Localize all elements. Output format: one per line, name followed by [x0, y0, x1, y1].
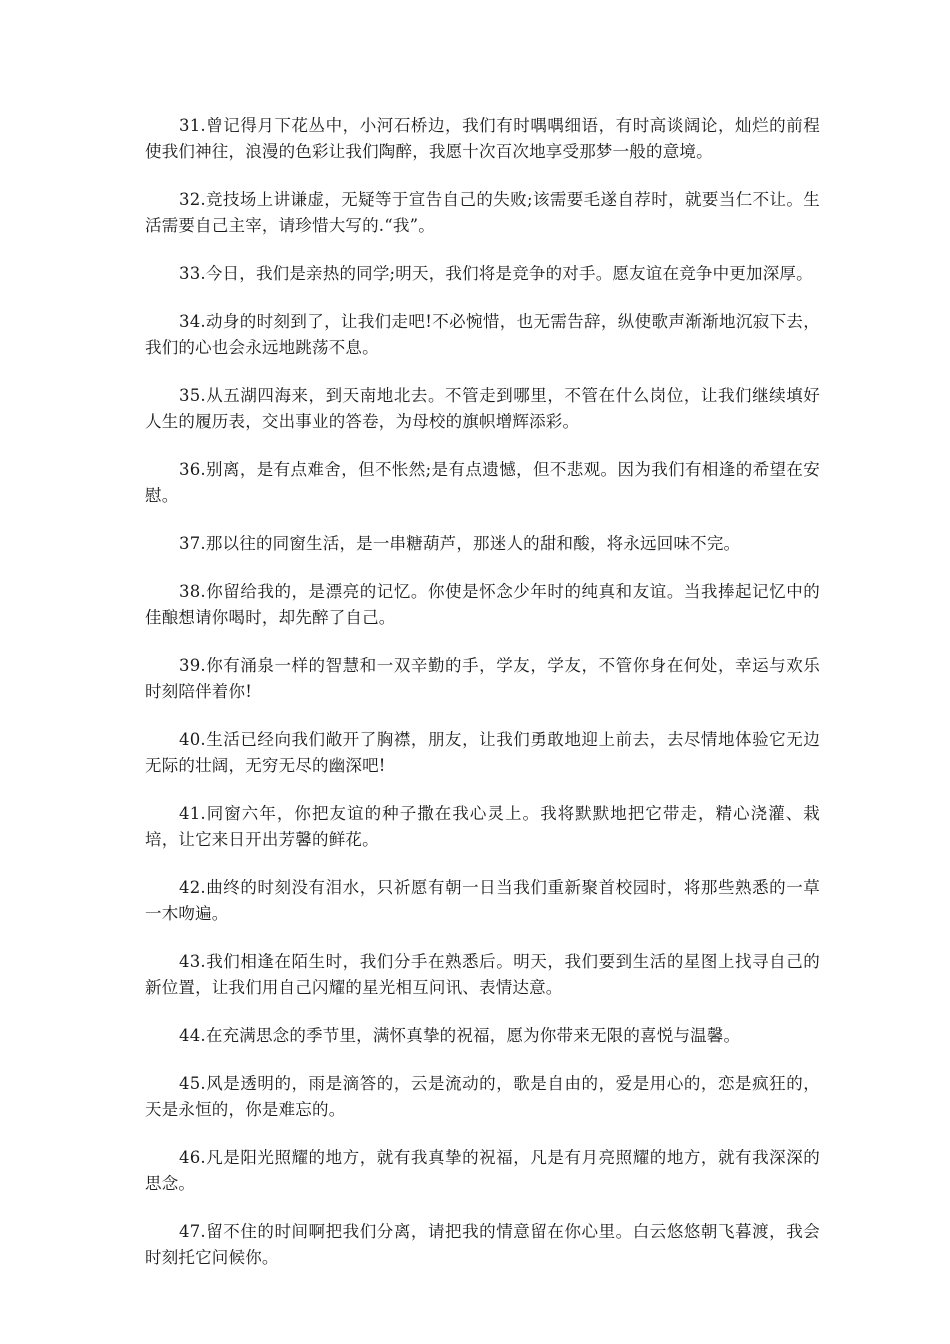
paragraph-40: 40.生活已经向我们敞开了胸襟，朋友，让我们勇敢地迎上前去，去尽情地体验它无边无际的壮阔，无穷无尽的幽深吧! [145, 730, 820, 775]
paragraph-44: 44.在充满思念的季节里，满怀真挚的祝福，愿为你带来无限的喜悦与温馨。 [179, 1026, 741, 1045]
paragraph-43: 43.我们相逢在陌生时，我们分手在熟悉后。明天，我们要到生活的星图上找寻自己的新位置，让我们用自己闪耀的星光相互问讯、表情达意。 [145, 952, 820, 997]
paragraph-34: 34.动身的时刻到了，让我们走吧!不必惋惜，也无需告辞，纵使歌声渐渐地沉寂下去，我们的心也会永远地跳荡不息。 [145, 312, 820, 357]
paragraph-36: 36.别离，是有点难舍，但不怅然;是有点遗憾，但不悲观。因为我们有相逢的希望在安慰。 [145, 460, 820, 505]
paragraph-39: 39.你有涌泉一样的智慧和一双辛勤的手，学友，学友，不管你身在何处，幸运与欢乐时刻陪伴着你! [145, 656, 820, 701]
paragraph-46: 46.凡是阳光照耀的地方，就有我真挚的祝福，凡是有月亮照耀的地方，就有我深深的思念。 [145, 1148, 820, 1193]
paragraph-37: 37.那以往的同窗生活，是一串糖葫芦，那迷人的甜和酸，将永远回味不完。 [179, 534, 741, 553]
paragraph-38: 38.你留给我的，是漂亮的记忆。你使是怀念少年时的纯真和友谊。当我捧起记忆中的佳酿想请你喝时，却先醉了自己。 [145, 582, 820, 627]
paragraph-42: 42.曲终的时刻没有泪水，只祈愿有朝一日当我们重新聚首校园时，将那些熟悉的一草一木吻遍。 [145, 878, 820, 923]
paragraph-33: 33.今日，我们是亲热的同学;明天，我们将是竞争的对手。愿友谊在竞争中更加深厚。 [179, 264, 813, 283]
paragraph-47: 47.留不住的时间啊把我们分离，请把我的情意留在你心里。白云悠悠朝飞暮渡，我会时刻托它问候你。 [145, 1222, 820, 1267]
paragraph-41: 41.同窗六年，你把友谊的种子撒在我心灵上。我将默默地把它带走，精心浇灌、栽培，让它来日开出芳馨的鲜花。 [145, 804, 820, 849]
paragraph-31: 31.曾记得月下花丛中，小河石桥边，我们有时喁喁细语，有时高谈阔论，灿烂的前程使我们神往，浪漫的色彩让我们陶醉，我愿十次百次地享受那梦一般的意境。 [145, 116, 820, 161]
paragraph-32: 32.竞技场上讲谦虚，无疑等于宣告自己的失败;该需要毛遂自荐时，就要当仁不让。生活需要自己主宰，请珍惜大写的.“我”。 [145, 190, 820, 235]
paragraph-45: 45.风是透明的，雨是滴答的，云是流动的，歌是自由的，爱是用心的，恋是疯狂的，天是永恒的，你是难忘的。 [145, 1074, 820, 1119]
document-body [145, 113, 820, 1293]
paragraph-35: 35.从五湖四海来，到天南地北去。不管走到哪里，不管在什么岗位，让我们继续填好人生的履历表，交出事业的答卷，为母校的旗帜增辉添彩。 [145, 386, 820, 431]
